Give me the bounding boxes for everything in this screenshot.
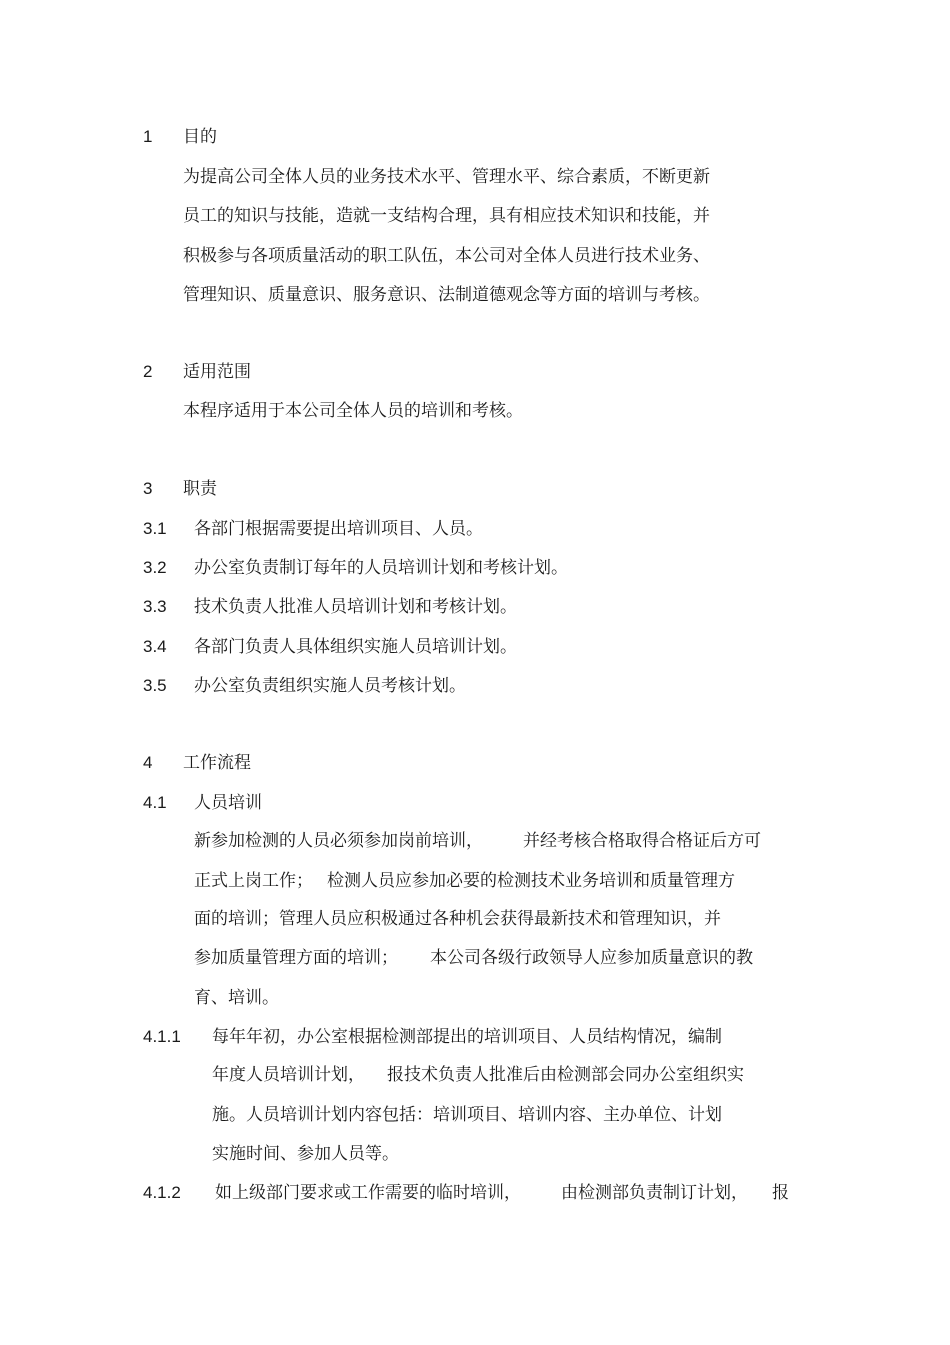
paragraph-line: 员工的知识与技能，造就一支结构合理，具有相应技术知识和技能，并 — [183, 206, 710, 226]
paragraph-line: 为提高公司全体人员的业务技术水平、管理水平、综合素质，不断更新 — [183, 167, 710, 187]
text-segment: 实施时间、参加人员等。 — [212, 1144, 399, 1164]
text-segment: 本公司各级行政领导人应参加质量意识的教 — [430, 948, 753, 968]
text-segment: 并经考核合格取得合格证后方可 — [523, 831, 761, 851]
text-segment: 育、培训。 — [194, 988, 279, 1008]
paragraph-line — [215, 1182, 789, 1204]
paragraph-line — [194, 870, 735, 892]
item-number: 3.2 — [143, 558, 167, 577]
item-number: 3.5 — [143, 676, 167, 695]
paragraph-line: 积极参与各项质量活动的职工队伍，本公司对全体人员进行技术业务、 — [183, 246, 710, 266]
section-title: 目的 — [183, 127, 217, 147]
section-title: 适用范围 — [183, 362, 251, 382]
section-title: 职责 — [183, 479, 217, 499]
section-number: 3 — [143, 479, 153, 498]
subsection-title: 人员培训 — [194, 793, 262, 813]
paragraph-line: 本程序适用于本公司全体人员的培训和考核。 — [183, 401, 523, 421]
section-number: 4 — [143, 753, 153, 772]
item-text: 办公室负责组织实施人员考核计划。 — [194, 676, 466, 696]
subsection-number: 4.1 — [143, 793, 167, 812]
paragraph-line — [194, 830, 761, 852]
text-segment: 新参加检测的人员必须参加岗前培训， — [194, 831, 483, 851]
item-number: 4.1.1 — [143, 1027, 181, 1046]
item-number: 4.1.2 — [143, 1183, 181, 1202]
paragraph-line — [212, 1104, 722, 1126]
item-text: 各部门根据需要提出培训项目、人员。 — [194, 519, 483, 539]
text-segment: 如上级部门要求或工作需要的临时培训， — [215, 1183, 521, 1203]
item-number: 3.3 — [143, 597, 167, 616]
paragraph-line — [194, 947, 753, 969]
text-segment: 由检测部负责制订计划， — [561, 1183, 748, 1203]
item-text: 各部门负责人具体组织实施人员培训计划。 — [194, 637, 517, 657]
paragraph-line — [212, 1064, 744, 1086]
paragraph-line: 管理知识、质量意识、服务意识、法制道德观念等方面的培训与考核。 — [183, 285, 710, 305]
item-text: 技术负责人批准人员培训计划和考核计划。 — [194, 597, 517, 617]
text-segment: 面的培训；管理人员应积极通过各种机会获得最新技术和管理知识，并 — [194, 909, 721, 929]
section-number: 2 — [143, 362, 153, 381]
item-number: 3.1 — [143, 519, 167, 538]
paragraph-line — [194, 987, 279, 1009]
text-segment: 年度人员培训计划， — [212, 1065, 365, 1085]
section-title: 工作流程 — [183, 753, 251, 773]
item-text: 办公室负责制订每年的人员培训计划和考核计划。 — [194, 558, 568, 578]
paragraph-line — [212, 1026, 722, 1048]
text-segment: 每年年初，办公室根据检测部提出的培训项目、人员结构情况，编制 — [212, 1027, 722, 1047]
paragraph-line — [194, 908, 721, 930]
text-segment: 报 — [772, 1183, 789, 1203]
item-number: 3.4 — [143, 637, 167, 656]
paragraph-line — [212, 1143, 399, 1165]
section-number: 1 — [143, 127, 153, 146]
text-segment: 检测人员应参加必要的检测技术业务培训和质量管理方 — [327, 871, 735, 891]
text-segment: 正式上岗工作； — [194, 871, 313, 891]
text-segment: 参加质量管理方面的培训； — [194, 948, 398, 968]
text-segment: 报技术负责人批准后由检测部会同办公室组织实 — [387, 1065, 744, 1085]
text-segment: 施。人员培训计划内容包括：培训项目、培训内容、主办单位、计划 — [212, 1105, 722, 1125]
